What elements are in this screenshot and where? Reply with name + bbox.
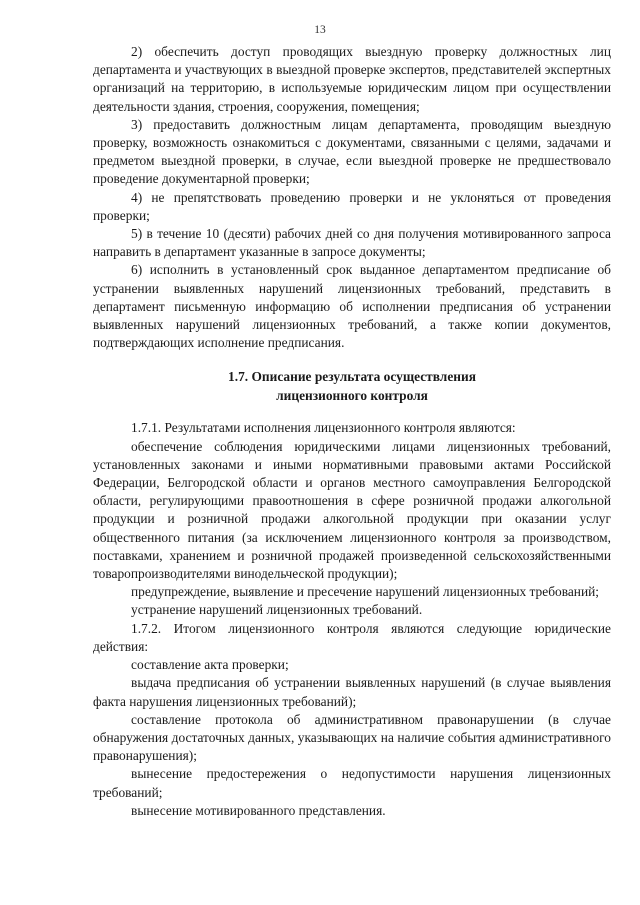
paragraph-item-6: 6) исполнить в установленный срок выданное департаментом предписание об устранении выявленных нарушений лицензионных требований, представить в департамент письменную информацию об исполнении предписания об устранении выявленных нарушений лицензионных требований, а также копии документов, подтверждающих исполнение предписания. [93,262,611,351]
page-number: 13 [314,24,326,36]
section-heading [93,368,611,405]
paragraph-1-7-1: 1.7.1. Результатами исполнения лицензионного контроля являются: [131,420,516,436]
paragraph-item-3: 3) предоставить должностным лицам департамента, проводящим выездную проверку, возможность ознакомиться с документами, связанными с целями, задачами и предметом выездной проверки, в случае, если выездной проверке не предшествовало проведение документарной проверки; [93,116,611,187]
paragraph-act: составление акта проверки; [131,657,289,673]
paragraph-compliance: обеспечение соблюдения юридическими лицами лицензионных требований, установленных законами и иными нормативными правовыми актами Российской Федерации, Белгородской области и органов местного самоуправления Белгородской области, регулирующими правоотношения в сфере розничной продажи алкогольной продукции и розничной продажи алкогольной продукции при оказании услуг общественного питания (за исключением лицензионного контроля за производством, поставками, хранением и розничной продажей произведенной сельскохозяйственными товаропроизводителями винодельческой продукции); [93,438,611,582]
paragraph-item-2: 2) обеспечить доступ проводящих выездную проверку должностных лиц департамента и участвующих в выездной проверке экспертов, представителей экспертных организаций на территорию, в используемые юридическим лицом при осуществлении деятельности здания, строения, сооружения, помещения; [93,44,611,114]
document-body [93,43,611,820]
paragraph-prevention: предупреждение, выявление и пресечение нарушений лицензионных требований; [131,584,600,600]
paragraph-representation: вынесение мотивированного представления. [131,802,386,818]
paragraph-elimination: устранение нарушений лицензионных требований. [131,602,423,618]
section-heading-line-1: 1.7. Описание результата осуществления [228,369,476,385]
paragraph-warning: вынесение предостережения о недопустимости нарушения лицензионных требований; [93,766,611,800]
paragraph-item-4: 4) не препятствовать проведению проверки и не уклоняться от проведения проверки; [93,189,611,223]
paragraph-order: выдача предписания об устранении выявленных нарушений (в случае выявления факта нарушения лицензионных требований); [93,675,611,709]
paragraph-protocol: составление протокола об административном правонарушении (в случае обнаружения достаточных данных, указывающих на наличие события административного правонарушения); [93,711,611,764]
section-heading-line-2: лицензионного контроля [276,387,428,403]
paragraph-1-7-2: 1.7.2. Итогом лицензионного контроля являются следующие юридические действия: [93,620,611,654]
paragraph-item-5: 5) в течение 10 (десяти) рабочих дней со дня получения мотивированного запроса направить в департамент указанные в запросе документы; [93,226,611,260]
